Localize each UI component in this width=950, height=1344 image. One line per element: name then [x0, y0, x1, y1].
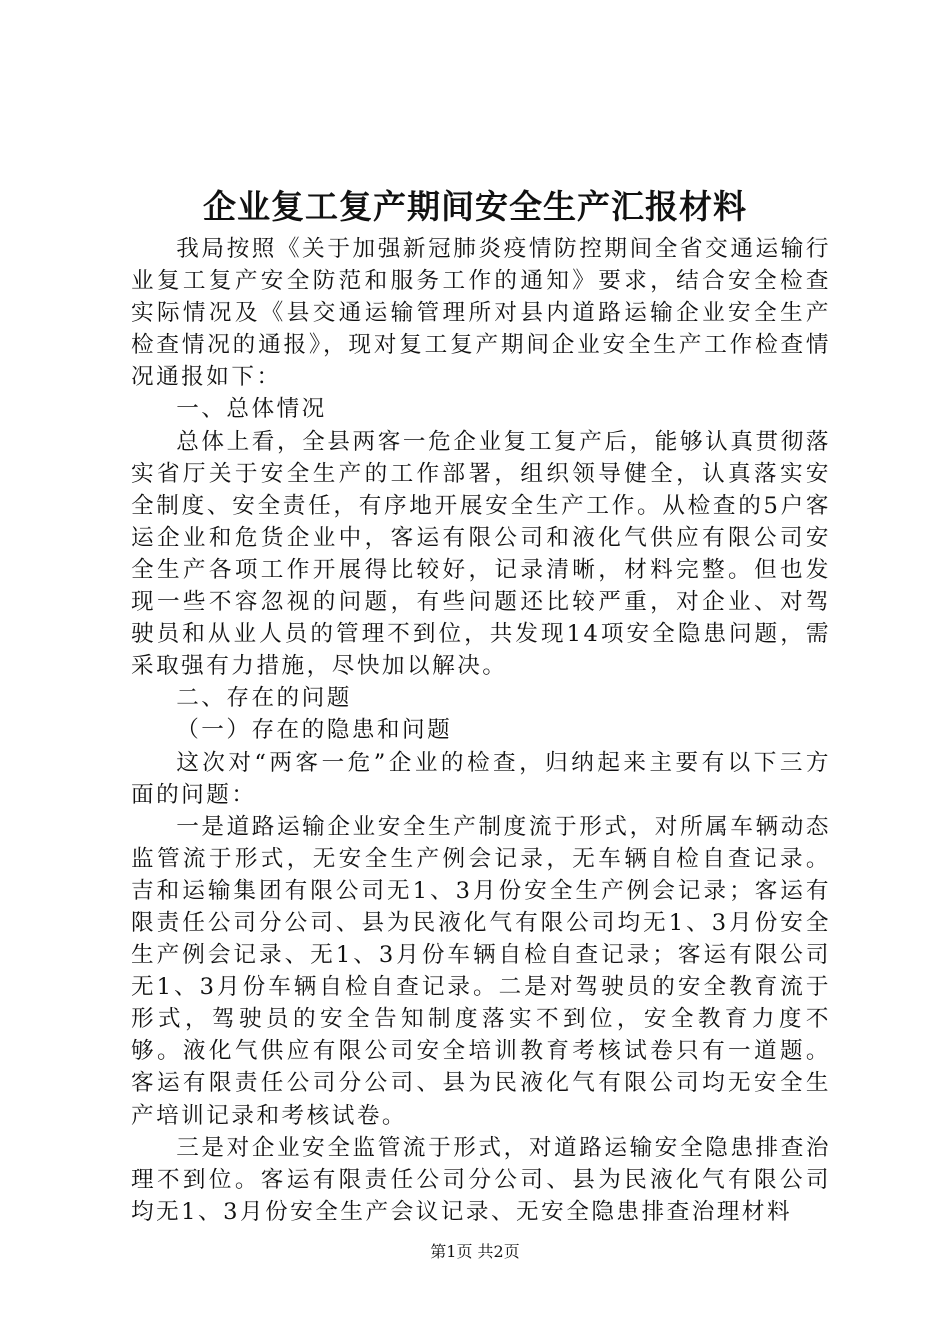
document-body [131, 233, 831, 1228]
subheading-hazards: （一）存在的隐患和问题 [176, 717, 453, 744]
document-title: 企业复工复产期间安全生产汇报材料 [203, 187, 747, 226]
page-footer: 第1页 共2页 [430, 1242, 520, 1261]
heading-overall-situation: 一、总体情况 [176, 396, 327, 423]
paragraph-inspection-summary: 这次对“两客一危”企业的检查，归纳起来主要有以下三方面的问题： [131, 749, 831, 808]
paragraph-problem-three: 三是对企业安全监管流于形式，对道路运输安全隐患排查治理不到位。客运有限责任公司分公司、县为民液化气有限公司均无1、3月份安全生产会议记录、无安全隐患排查治理材料 [131, 1134, 831, 1225]
paragraph-problems-one-two: 一是道路运输企业安全生产制度流于形式，对所属车辆动态监管流于形式，无安全生产例会记录，无车辆自检自查记录。吉和运输集团有限公司无1、3月份安全生产例会记录；客运有限责任公司分公司、县为民液化气有限公司均无1、3月份安全生产例会记录、无1、3月份车辆自检自查记录；客运有限公司无1、3月份车辆自检自查记录。二是对驾驶员的安全教育流于形式，驾驶员的安全告知制度落实不到位，安全教育力度不够。液化气供应有限公司安全培训教育考核试卷只有一道题。客运有限责任公司分公司、县为民液化气有限公司均无安全生产培训记录和考核试卷。 [131, 813, 831, 1129]
paragraph-overall: 总体上看，全县两客一危企业复工复产后，能够认真贯彻落实省厅关于安全生产的工作部署，组织领导健全，认真落实安全制度、安全责任，有序地开展安全生产工作。从检查的5户客运企业和危货企业中，客运有限公司和液化气供应有限公司安全生产各项工作开展得比较好，记录清晰，材料完整。但也发现一些不容忽视的问题，有些问题还比较严重，对企业、对驾驶员和从业人员的管理不到位，共发现14项安全隐患问题，需采取强有力措施，尽快加以解决。 [131, 428, 831, 680]
heading-existing-problems: 二、存在的问题 [176, 685, 352, 712]
paragraph-intro: 我局按照《关于加强新冠肺炎疫情防控期间全省交通运输行业复工复产安全防范和服务工作的通知》要求，结合安全检查实际情况及《县交通运输管理所对县内道路运输企业安全生产检查情况的通报》，现对复工复产期间企业安全生产工作检查情况通报如下： [131, 236, 831, 391]
